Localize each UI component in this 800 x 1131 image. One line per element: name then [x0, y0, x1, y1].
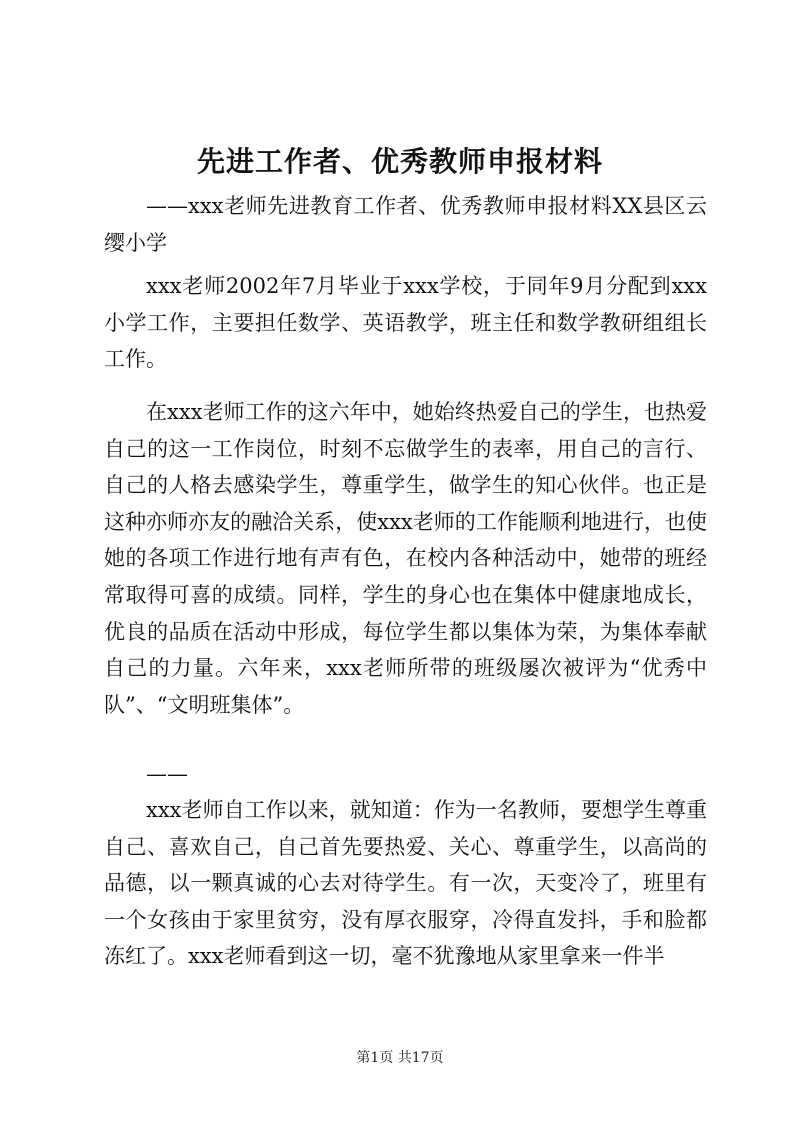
paragraph-six-years: 在xxx老师工作的这六年中，她始终热爱自己的学生，也热爱自己的这一工作岗位，时刻不忘做学生的表率，用自己的言行、自己的人格去感染学生，尊重学生，做学生的知心伙伴。也正是这种亦师亦友的融洽关系，使xxx老师的工作能顺利地进行，也使她的各项工作进行地有声有色，在校内各种活动中，她带的班经常取得可喜的成绩。同样，学生的身心也在集体中健康地成长，优良的品质在活动中形成，每位学生都以集体为荣，为集体奉献自己的力量。六年来，xxx老师所带的班级屡次被评为“优秀中队”、“文明班集体”。: [104, 400, 707, 717]
document-subtitle: ——xxx老师先进教育工作者、优秀教师申报材料XX县区云缨小学: [104, 194, 707, 255]
paragraph-respect-students: xxx老师自工作以来，就知道：作为一名教师，要想学生尊重自己、喜欢自己，自己首先要热爱、关心、尊重学生，以高尚的品德，以一颗真诚的心去对待学生。有一次，天变冷了，班里有一个女孩由于家里贫穷，没有厚衣服穿，冷得直发抖，手和脸都冻红了。xxx老师看到这一切，毫不犹豫地从家里拿来一件半: [104, 798, 707, 969]
document-title: 先进工作者、优秀教师申报材料: [196, 145, 603, 178]
page-number-footer: 第1页 共17页: [356, 1050, 444, 1066]
paragraph-graduation: xxx老师2002年7月毕业于xxx学校，于同年9月分配到xxx小学工作，主要担任数学、英语教学，班主任和数学教研组组长工作。: [104, 274, 707, 372]
paragraph-dash: ——: [146, 762, 188, 786]
